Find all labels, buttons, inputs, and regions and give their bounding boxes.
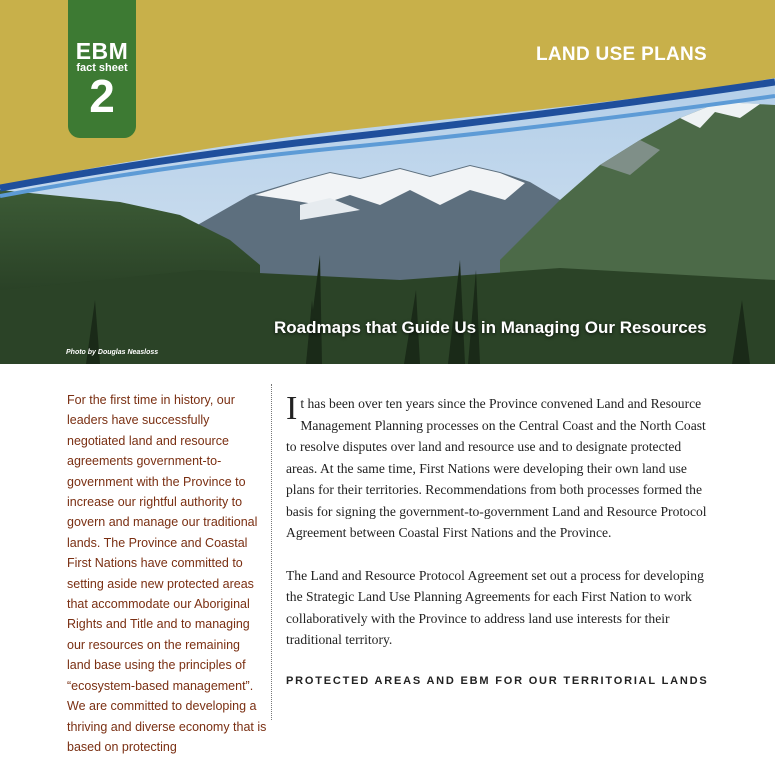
- fact-sheet-badge: [68, 0, 136, 138]
- sidebar-intro: For the first time in history, our leaders have successfully negotiated land and resource agreements government-to-government with the Province to increase our rightful authority to govern and manage our traditional lands. The Province and Coastal First Nations have committed to setting aside new protected areas that accommodate our Aboriginal Rights and Title and to managing our resources on the remaining land base using the principles of “ecosystem-based management”. We are committed to developing a thriving and diverse economy that is based on protecting: [67, 393, 267, 754]
- hero-caption: Roadmaps that Guide Us in Managing Our Resources: [274, 318, 707, 337]
- badge-number: 2: [89, 70, 115, 122]
- section-title: LAND USE PLANS: [536, 44, 707, 65]
- paragraph-2: The Land and Resource Protocol Agreement set out a process for developing the Strategic Land Use Planning Agreements for each First Nation to work collaboratively with the Province to address land use interests for their traditional territory.: [286, 567, 704, 647]
- column-divider: [271, 384, 272, 720]
- main-column: [286, 390, 710, 692]
- badge-label: EBM: [75, 38, 129, 64]
- paragraph-1-text: t has been over ten years since the Province convened Land and Resource Management Planning processes on the Central Coast and the North Coast to resolve disputes over land and resource use and to designate protected areas. At the same time, First Nations were developing their own land use plans for their territories. Recommendations from both processes formed the basis for signing the government-to-government Land and Resource Protocol Agreement between Coastal First Nations and the Province.: [286, 396, 707, 540]
- photo-credit: Photo by Douglas Neasloss: [66, 349, 159, 356]
- badge-subtitle: fact sheet: [76, 62, 128, 74]
- drop-cap: I: [286, 390, 298, 427]
- subheading: PROTECTED AREAS AND EBM FOR OUR TERRITORIAL LANDS: [286, 674, 709, 687]
- paragraph-1: [286, 390, 710, 544]
